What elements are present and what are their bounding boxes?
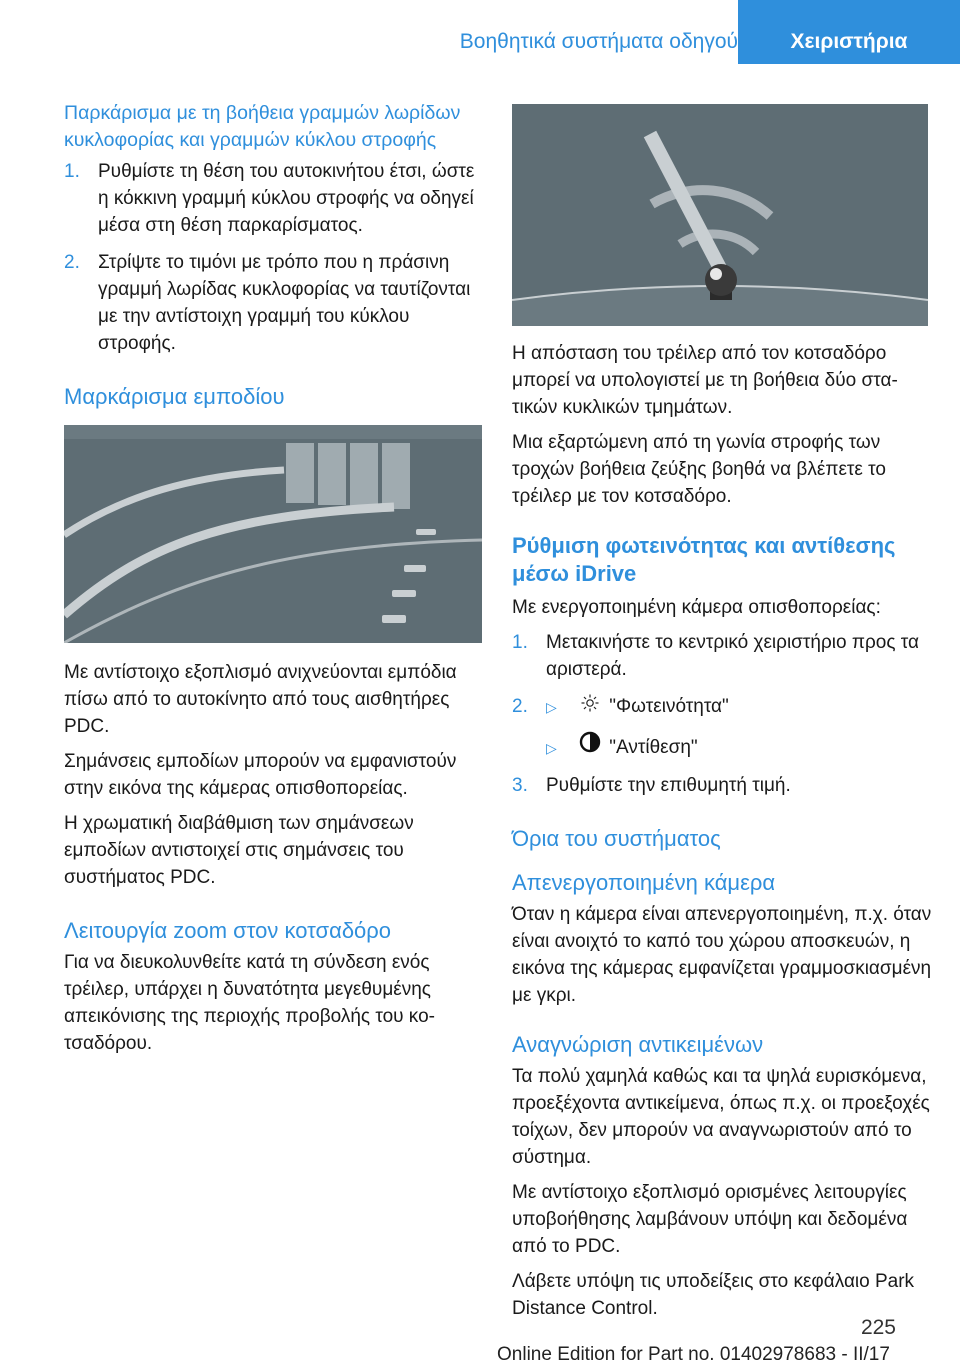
- step-number: 3.: [512, 775, 528, 796]
- contrast-icon: [576, 731, 604, 761]
- step-text: Ρυθμίστε τη θέση του αυτοκινήτου έτσι, ώστε η κόκκινη γραμμή κύκλου στροφής να οδηγεί μέσα στη θέση παρκαρίσματος.: [98, 161, 475, 236]
- recognition-paragraph: Τα πολύ χαμηλά καθώς και τα ψηλά ευρισκόμενα, προεξέχοντα αντικείμενα, όπως π.χ. οι προεξοχές τοίχων, δεν μπορούν να αναγνωριστούν από το σύστημα.: [512, 1066, 930, 1168]
- zoom-heading: Λειτουργία zoom στον κοτσαδόρο: [64, 918, 392, 943]
- step-number: 1.: [512, 632, 528, 653]
- right-column: [512, 104, 932, 1330]
- list-item: [512, 629, 932, 683]
- obstacle-paragraph: Σημάνσεις εμποδίων μπορούν να εμφανιστούν στην εικόνα της κάμερας οπισθοπορείας.: [64, 751, 457, 799]
- trailer-parking-heading: Παρκάρισμα με τη βοήθεια γραμμών λωρίδων κυκλοφορίας και γραμμών κύκλου στροφής: [64, 102, 461, 151]
- step-number: 2.: [512, 696, 528, 717]
- brightness-label: "Φωτεινότητα": [609, 696, 729, 717]
- object-recognition-heading: Αναγνώριση αντικειμένων: [512, 1032, 764, 1057]
- triangle-right-icon: ▷: [546, 699, 557, 715]
- list-item: [512, 693, 932, 721]
- sun-icon: [576, 693, 604, 720]
- recognition-paragraph: Λάβετε υπόψη τις υποδείξεις στο κεφάλαιο Park Distance Control.: [512, 1271, 915, 1319]
- triangle-right-icon: ▷: [546, 740, 557, 756]
- step-number: 2.: [64, 252, 80, 273]
- hitch-paragraph: Μια εξαρτώμενη από τη γωνία στροφής των τροχών βοήθεια ζεύξης βοηθά να βλέπετε το τρέιλερ με τον κοτσαδόρο.: [512, 432, 886, 507]
- contrast-label: "Αντίθεση": [609, 737, 698, 758]
- zoom-paragraph: Για να διευκολυνθείτε κατά τη σύνδεση ενός τρέιλερ, υπάρχει η δυνατότητα μεγεθυμένης απεικόνισης της περιοχής προβολής του κοτσαδόρου.: [64, 952, 435, 1054]
- trailer-steps-list: [64, 158, 482, 357]
- idrive-heading: Ρύθμιση φωτεινότητας και αντίθεσης μέσω iDrive: [512, 533, 896, 586]
- page-number: 225: [860, 1316, 896, 1339]
- left-column: [64, 100, 482, 1065]
- idrive-steps-list-cont: [512, 772, 932, 799]
- list-item: [64, 158, 482, 239]
- list-item: [64, 249, 482, 357]
- recognition-paragraph: Με αντίστοιχο εξοπλισμό ορισμένες λειτουργίες υποβοήθησης λαμβάνουν υπόψη και δεδομένα από το PDC.: [512, 1182, 908, 1257]
- step-text: Μετακινήστε το κεντρικό χειριστήριο προς τα αριστερά.: [546, 632, 919, 680]
- obstacle-marking-figure: [64, 425, 482, 643]
- idrive-steps-list: [512, 629, 932, 721]
- header-chapter-tab: Χειριστήρια: [738, 0, 960, 64]
- obstacle-paragraph: Με αντίστοιχο εξοπλισμό ανιχνεύονται εμπόδια πίσω από το αυτοκίνητο από τους αισθητήρες PDC.: [64, 662, 457, 737]
- camera-off-paragraph: Όταν η κάμερα είναι απενεργοποιημένη, π.χ. όταν είναι ανοιχτό το καπό του χώρου αποσκευών, η εικόνα της κάμερας εμφανίζεται γραμμοσκιασμένη με γκρι.: [512, 904, 932, 1006]
- hitch-zoom-figure: [512, 104, 928, 326]
- step-number: 1.: [64, 161, 80, 182]
- edition-footer: Online Edition for Part no. 01402978683 - II/17: [497, 1344, 890, 1362]
- obstacle-paragraph: Η χρωματική διαβάθμιση των σημάνσεων εμποδίων αντιστοιχεί στις σημάνσεις του συστήματος PDC.: [64, 813, 414, 888]
- contrast-row: [512, 731, 932, 762]
- camera-off-heading: Απενεργοποιημένη κάμερα: [512, 870, 776, 895]
- step-text: Στρίψτε το τιμόνι με τρόπο που η πράσινη γραμμή λωρίδας κυκλοφορίας να ταυτίζονται με την αντίστοιχη γραμμή του κύκλου στροφής.: [98, 252, 471, 354]
- idrive-intro: Με ενεργοποιημένη κάμερα οπισθοπορείας:: [512, 597, 881, 618]
- obstacle-marking-heading: Μαρκάρισμα εμποδίου: [64, 384, 285, 409]
- hitch-paragraph: Η απόσταση του τρέιλερ από τον κοτσαδόρο μπορεί να υπολογιστεί με τη βοήθεια δύο στατικών κυκλικών τμημάτων.: [512, 343, 898, 418]
- step-text: Ρυθμίστε την επιθυμητή τιμή.: [546, 775, 791, 796]
- list-item: [512, 772, 932, 799]
- header-section-title: Βοηθητικά συστήματα οδηγού: [459, 30, 738, 53]
- system-limits-heading: Όρια του συστήματος: [512, 826, 721, 851]
- page-header: [0, 0, 960, 64]
